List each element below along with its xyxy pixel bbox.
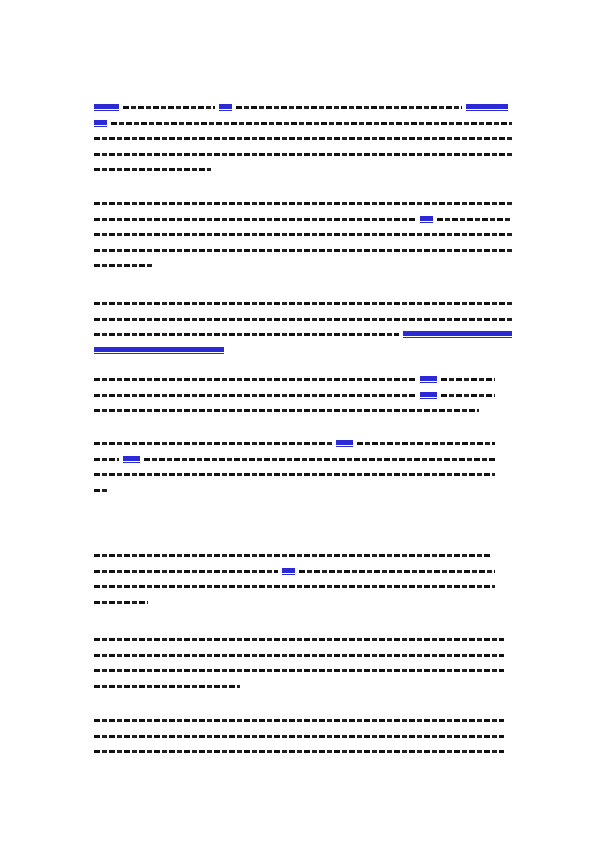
text-run (94, 685, 240, 688)
text-line (94, 162, 512, 178)
text-run (94, 153, 512, 156)
text-run (94, 750, 504, 753)
text-run (94, 202, 512, 205)
text-line (94, 632, 512, 648)
text-run (94, 458, 119, 461)
hyperlink[interactable] (420, 376, 437, 381)
text-run (94, 473, 495, 476)
paragraph (94, 713, 512, 760)
text-line (94, 744, 512, 760)
text-line (94, 258, 512, 274)
text-line (94, 147, 512, 163)
text-run (94, 735, 504, 738)
hyperlink[interactable] (94, 104, 119, 109)
paragraph (94, 100, 512, 178)
text-line (94, 327, 512, 343)
paragraph (94, 372, 512, 419)
text-run (441, 378, 496, 381)
paragraph (94, 436, 512, 498)
text-run (111, 122, 512, 125)
text-run (94, 654, 504, 657)
text-line (94, 388, 512, 404)
text-line (94, 100, 512, 116)
text-line (94, 372, 512, 388)
hyperlink[interactable] (420, 216, 433, 221)
text-run (357, 442, 495, 445)
hyperlink[interactable] (282, 568, 295, 573)
text-line (94, 403, 512, 419)
text-run (94, 601, 148, 604)
text-run (94, 394, 416, 397)
text-run (94, 168, 211, 171)
text-line (94, 312, 512, 328)
text-run (94, 137, 512, 140)
text-line (94, 243, 512, 259)
hyperlink[interactable] (94, 347, 224, 352)
text-line (94, 729, 512, 745)
text-line (94, 436, 512, 452)
text-line (94, 452, 512, 468)
text-line (94, 296, 512, 312)
paragraph (94, 632, 512, 694)
text-line (94, 227, 512, 243)
text-run (94, 489, 107, 492)
text-line (94, 212, 512, 228)
text-run (94, 333, 399, 336)
text-run (94, 570, 278, 573)
text-run (94, 233, 512, 236)
text-run (94, 669, 504, 672)
text-run (94, 249, 512, 252)
text-run (94, 442, 332, 445)
paragraph (94, 548, 512, 610)
text-run (144, 458, 495, 461)
text-run (94, 378, 416, 381)
text-line (94, 648, 512, 664)
text-run (94, 409, 479, 412)
hyperlink[interactable] (94, 120, 107, 125)
text-line (94, 343, 512, 359)
hyperlink[interactable] (420, 392, 437, 397)
text-run (94, 302, 512, 305)
text-line (94, 679, 512, 695)
text-line (94, 713, 512, 729)
hyperlink[interactable] (336, 440, 353, 445)
text-run (94, 638, 504, 641)
text-run (94, 719, 504, 722)
text-run (94, 585, 495, 588)
hyperlink[interactable] (123, 456, 140, 461)
text-line (94, 548, 512, 564)
text-line (94, 483, 512, 499)
text-run (123, 106, 215, 109)
text-run (299, 570, 496, 573)
hyperlink[interactable] (219, 104, 232, 109)
text-run (94, 264, 153, 267)
text-line (94, 564, 512, 580)
text-line (94, 116, 512, 132)
text-line (94, 663, 512, 679)
text-line (94, 579, 512, 595)
hyperlink[interactable] (403, 331, 512, 336)
text-run (94, 554, 491, 557)
paragraph (94, 296, 512, 358)
text-line (94, 131, 512, 147)
text-run (437, 218, 512, 221)
text-line (94, 467, 512, 483)
text-line (94, 196, 512, 212)
hyperlink[interactable] (466, 104, 508, 109)
text-run (236, 106, 462, 109)
text-run (94, 218, 416, 221)
paragraph (94, 196, 512, 274)
text-run (441, 394, 496, 397)
text-line (94, 595, 512, 611)
text-run (94, 318, 512, 321)
